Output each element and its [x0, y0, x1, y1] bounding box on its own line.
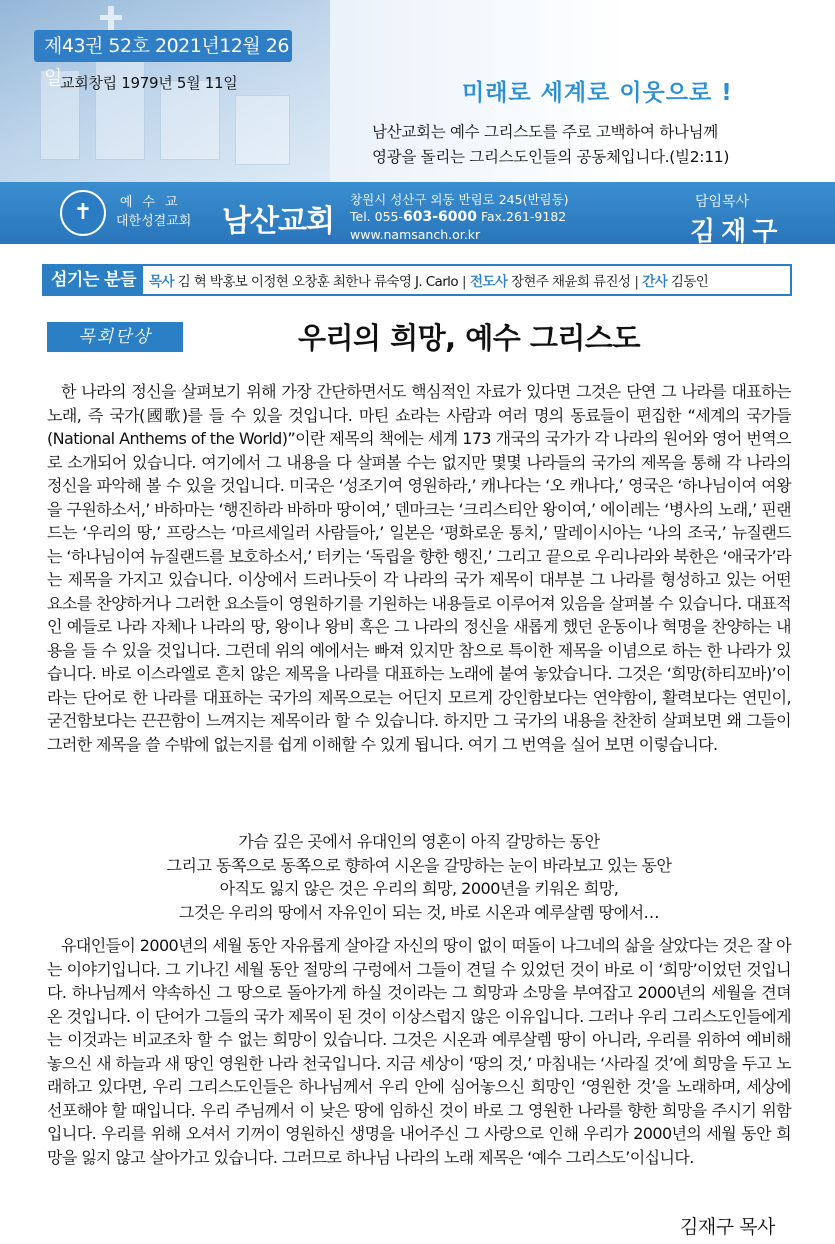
paragraph-1-text: 한 나라의 정신을 살펴보기 위해 가장 간단하면서도 핵심적인 자료가 있다면 그것은 단연 그 나라를 대표하는 노래, 즉 국가(國歌)를 들 수 있을 것입니다. 마틴 쇼라는 사람과 여러 명의 동료들이 편집한 “세계의 국가들(National Anthems of the World)”이란 제목의 책에는 세계 173 개국의 국가가 각 나라의 원어와 영어 번역으로 소개되어 있습니다. 여기에서 그 내용을 다 살펴볼 수는 없지만 몇몇 나라들의 국가의 제목을 통해 각 나라의 정신을 파악해 볼 수 있을 것입니다. 미국은 ‘성조기여 영원하라,’ 캐나다는 ‘오 캐나다,’ 영국은 ‘하나님이여 여왕을 구원하소서,’ 바하마는 ‘행진하라 바하마 땅이여,’ 덴마크는 ‘크리스티안 왕이여,’ 에이레는 ‘병사의 노래,’ 핀랜드는 ‘우리의 땅,’ 프랑스는 ‘마르세일러 사람들아,’ 일본은 ‘평화로운 통치,’ 말레이시아는 ‘나의 조국,’ 뉴질랜드는 ‘하나님이여 뉴질랜드를 보호하소서,’ 터키는 ‘독립을 향한 행진,’ 그리고 끝으로 우리나라와 북한은 ‘애국가’라는 제목을 가지고 있습니다. 이상에서 드러나듯이 각 나라의 국가 제목이 대부분 그 나라를 형성하고 있는 어떤 요소를 찬양하거나 그러한 요소들이 영원하기를 기원하는 내용들로 이루어져 있음을 살펴볼 수 있습니다. 대표적인 예들로 나라 자체나 나라의 땅, 왕이나 왕비 혹은 그 나라의 정신을 새롭게 했던 운동이나 혁명을 찬양하는 내용을 들 수 있을 것입니다. 그런데 위의 예에서는 빠져 있지만 참으로 특이한 제목을 이념으로 하는 한 나라가 있습니다. 바로 이스라엘로 흔치 않은 제목을 나라를 대표하는 노래에 붙여 놓았습니다. 그것은 ‘희망(하티꼬바)’이라는 단어로 한 나라를 대표하는 국가의 제목으로는 어딘지 모르게 강인함보다는 연약함이, 활력보다는 연민이, 굳건함보다는 끈끈함이 느껴지는 제목이라 할 수 있습니다. 하지만 그 국가의 내용을 찬찬히 살펴보면 왜 그들이 그러한 제목을 쓸 수밖에 없는지를 쉽게 이해할 수 있게 됩니다. 여기 그 번역을 실어 보면 이렇습니다. — [47, 382, 791, 754]
denomination-line-2: 대한성결교회 — [116, 214, 192, 229]
pastors-role: 목사 — [149, 274, 174, 290]
fax-number: Fax.261-9182 — [480, 209, 567, 224]
paragraph-2-text: 유대인들이 2000년의 세월 동안 자유롭게 살아갈 자신의 땅이 없이 떠돌이 나그네의 삶을 살았다는 것은 잘 아는 이야기입니다. 그 기나긴 세월 동안 절망의 구렁에서 그들이 견딜 수 있었던 것이 바로 이 ‘희망’이었던 것입니다. 하나님께서 약속하신 그 땅으로 돌아가게 하실 것이라는 그 희망과 소망을 부여잡고 2000년의 세월을 견뎌온 것입니다. 이 단어가 그들의 국가 제목이 된 것이 이상스럽지 않은 이유입니다. 그러나 우리 그리스도인들에게는 이것과는 비교조차 할 수 없는 희망이 있습니다. 그것은 시온과 예루살렘 땅이 아니라, 우리를 위하여 예비해 놓으신 새 하늘과 새 땅인 영원한 나라 천국입니다. 지금 세상이 ‘땅의 것,’ 마침내는 ‘사라질 것’에 희망을 두고 노래하고 있다면, 우리 그리스도인들은 하나님께서 우리 안에 심어놓으신 희망인 ‘영원한 것’을 노래하며, 세상에 선포해야 할 때입니다. 우리 주님께서 이 낮은 땅에 임하신 것이 바로 그 영원한 나라를 향한 희망을 주시기 위함입니다. 우리를 위해 오셔서 기꺼이 영원하신 생명을 내어주신 그 사랑으로 인해 우리가 2000년의 세월 동안 희망을 잃지 않고 살아가고 있습니다. 그러므로 하나님 나라의 노래 제목은 ‘예수 그리스도’이십니다. — [47, 936, 791, 1167]
evangelists-role: 전도사 — [469, 274, 508, 290]
officer-name: 김동인 — [670, 274, 709, 290]
church-name: 남산교회 — [222, 204, 334, 239]
bulletin-header — [0, 0, 835, 247]
mission-line-2: 영광을 돌리는 그리스도인들의 공동체입니다.(빌2:11) — [372, 148, 730, 166]
phone-main: 603-6000 — [403, 209, 477, 225]
staff-bar — [42, 264, 792, 296]
church-website: www.namsanch.or.kr — [350, 227, 481, 242]
senior-pastor-name: 김재구 — [690, 217, 784, 247]
church-contact — [350, 191, 569, 243]
issue-number: 제43권 52호 2021년12월 26일 — [34, 30, 292, 62]
article-title: 우리의 희망, 예수 그리스도 — [298, 321, 640, 355]
church-phone — [350, 208, 569, 226]
denomination — [116, 193, 191, 231]
mission-line-1: 남산교회는 예수 그리스도를 주로 고백하여 하나님께 — [372, 123, 718, 141]
mission-statement — [372, 120, 729, 170]
staff-list — [143, 270, 708, 290]
denomination-line-1: 예수교 — [119, 195, 188, 210]
church-logo — [60, 190, 106, 236]
pastors-names: 김 혁 박홍보 이정현 오창훈 최한나 류숙영 J. Carlo — [177, 274, 458, 290]
staff-label: 섬기는 분들 — [44, 266, 143, 294]
poem-line-3: 아직도 잃지 않은 것은 우리의 희망, 2000년을 키워온 희망, — [219, 879, 619, 898]
evangelists-names: 장현주 채윤희 류진성 — [510, 274, 631, 290]
church-logo-icon: ✝ — [73, 200, 93, 225]
article-paragraph-1 — [47, 380, 791, 756]
staff-separator: | — [634, 274, 639, 290]
church-motto: 미래로 세계로 이웃으로 ! — [462, 80, 733, 106]
poem-line-2: 그리고 동쪽으로 동쪽으로 향하여 시온을 갈망하는 눈이 바라보고 있는 동안 — [166, 855, 672, 875]
column-tag: 목회단상 — [47, 322, 183, 352]
author-signature: 김재구 목사 — [680, 1216, 775, 1238]
church-address: 창원시 성산구 외동 반림로 245(반림동) — [350, 192, 569, 207]
senior-pastor-role: 담임목사 — [695, 194, 750, 210]
poem-line-4: 그것은 우리의 땅에서 자유인이 되는 것, 바로 시온과 예루살렘 땅에서… — [178, 902, 660, 922]
article-paragraph-2 — [47, 934, 791, 1169]
founded-date: 교회창립 1979년 5월 11일 — [60, 74, 238, 92]
staff-separator: | — [461, 274, 466, 290]
officer-role: 간사 — [642, 274, 668, 290]
anthem-translation — [47, 830, 791, 924]
poem-line-1: 가슴 깊은 곳에서 유대인의 영혼이 아직 갈망하는 동안 — [238, 832, 600, 851]
phone-prefix: Tel. 055- — [350, 209, 403, 224]
